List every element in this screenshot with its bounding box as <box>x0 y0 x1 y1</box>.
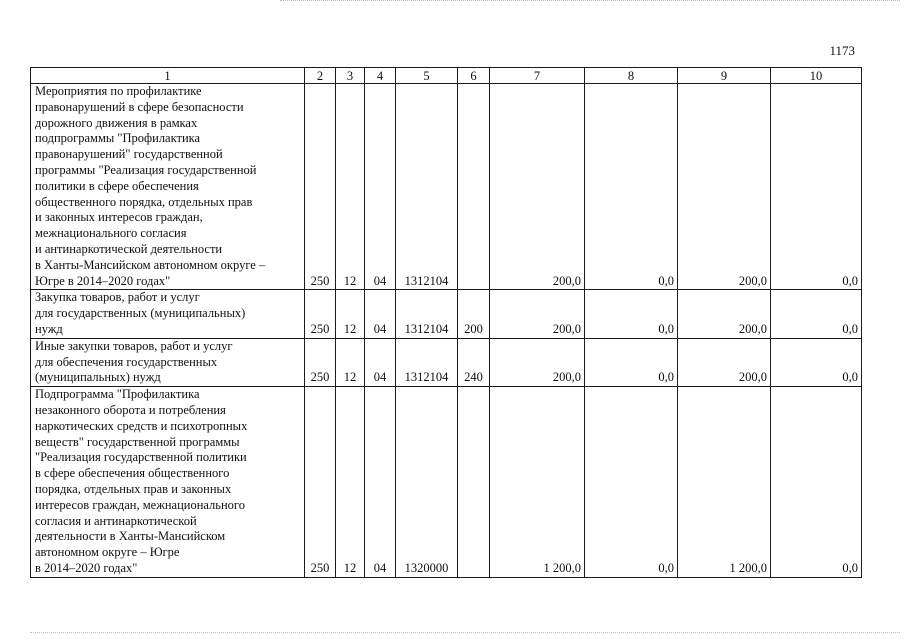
name-line: нужд <box>35 321 63 336</box>
col-header-2: 2 <box>305 68 336 84</box>
amount-cell: 0,0 <box>771 290 862 338</box>
target-article-cell: 1320000 <box>396 387 458 578</box>
row-name-cell <box>31 290 305 338</box>
name-line: правонарушений в сфере безопасности <box>35 99 244 114</box>
amount-cell: 0,0 <box>771 84 862 290</box>
name-line: автономном округе – Югре <box>35 545 180 560</box>
row-name-cell <box>31 338 305 386</box>
code-cell: 250 <box>305 84 336 290</box>
amount-cell: 0,0 <box>585 338 678 386</box>
page-number: 1173 <box>829 43 855 58</box>
name-line: межнационального согласия <box>35 226 187 241</box>
name-line: правонарушений" государственной <box>35 147 223 162</box>
name-line: для обеспечения государственных <box>35 354 218 369</box>
subsection-cell: 04 <box>365 84 396 290</box>
code-cell: 250 <box>305 387 336 578</box>
name-line: интересов граждан, межнационального <box>35 497 245 512</box>
col-header-4: 4 <box>365 68 396 84</box>
name-line: для государственных (муниципальных) <box>35 306 246 321</box>
name-line: (муниципальных) нужд <box>35 370 161 385</box>
name-line: Подпрограмма "Профилактика <box>35 387 200 402</box>
table-row <box>31 84 862 290</box>
amount-cell: 0,0 <box>771 338 862 386</box>
subsection-cell: 04 <box>365 338 396 386</box>
amount-cell: 200,0 <box>678 338 771 386</box>
name-line: подпрограммы "Профилактика <box>35 131 201 146</box>
col-header-9: 9 <box>678 68 771 84</box>
name-line: в сфере обеспечения общественного <box>35 466 230 481</box>
name-line: Иные закупки товаров, работ и услуг <box>35 338 233 353</box>
row-name-cell <box>31 84 305 290</box>
name-line: Закупка товаров, работ и услуг <box>35 290 200 305</box>
expense-type-cell <box>458 387 490 578</box>
target-article-cell: 1312104 <box>396 338 458 386</box>
expense-type-cell <box>458 84 490 290</box>
section-cell: 12 <box>336 338 365 386</box>
header-row <box>31 68 862 84</box>
amount-cell: 0,0 <box>771 387 862 578</box>
section-cell: 12 <box>336 387 365 578</box>
target-article-cell: 1312104 <box>396 290 458 338</box>
name-line: наркотических средств и психотропных <box>35 418 248 433</box>
amount-cell: 0,0 <box>585 387 678 578</box>
amount-cell: 200,0 <box>678 84 771 290</box>
col-header-10: 10 <box>771 68 862 84</box>
section-cell: 12 <box>336 290 365 338</box>
col-header-8: 8 <box>585 68 678 84</box>
scan-artifact-top <box>280 0 900 4</box>
section-cell: 12 <box>336 84 365 290</box>
name-line: незаконного оборота и потребления <box>35 402 226 417</box>
code-cell: 250 <box>305 338 336 386</box>
amount-cell: 200,0 <box>490 84 585 290</box>
scan-artifact-bottom <box>30 632 900 636</box>
amount-cell: 0,0 <box>585 84 678 290</box>
amount-cell: 200,0 <box>678 290 771 338</box>
amount-cell: 1 200,0 <box>490 387 585 578</box>
col-header-5: 5 <box>396 68 458 84</box>
name-line: и антинаркотической деятельности <box>35 241 223 256</box>
name-line: порядка, отдельных прав и законных <box>35 481 232 496</box>
name-line: программы "Реализация государственной <box>35 162 257 177</box>
expense-type-cell: 200 <box>458 290 490 338</box>
table-row <box>31 290 862 338</box>
subsection-cell: 04 <box>365 387 396 578</box>
name-line: дорожного движения в рамках <box>35 115 198 130</box>
col-header-3: 3 <box>336 68 365 84</box>
table-row <box>31 338 862 386</box>
expense-type-cell: 240 <box>458 338 490 386</box>
code-cell: 250 <box>305 290 336 338</box>
name-line: общественного порядка, отдельных прав <box>35 194 253 209</box>
amount-cell: 200,0 <box>490 290 585 338</box>
name-line: Югре в 2014–2020 годах" <box>35 273 171 288</box>
budget-table <box>30 67 862 578</box>
subsection-cell: 04 <box>365 290 396 338</box>
row-name-cell <box>31 387 305 578</box>
amount-cell: 1 200,0 <box>678 387 771 578</box>
name-line: "Реализация государственной политики <box>35 450 247 465</box>
name-line: веществ" государственной программы <box>35 434 240 449</box>
name-line: согласия и антинаркотической <box>35 513 197 528</box>
name-line: деятельности в Ханты-Мансийском <box>35 529 226 544</box>
amount-cell: 200,0 <box>490 338 585 386</box>
name-line: политики в сфере обеспечения <box>35 178 199 193</box>
col-header-6: 6 <box>458 68 490 84</box>
name-line: в 2014–2020 годах" <box>35 560 138 575</box>
name-line: и законных интересов граждан, <box>35 210 203 225</box>
col-header-1: 1 <box>31 68 305 84</box>
name-line: Мероприятия по профилактике <box>35 84 202 98</box>
name-line: в Ханты-Мансийском автономном округе – <box>35 257 266 272</box>
amount-cell: 0,0 <box>585 290 678 338</box>
col-header-7: 7 <box>490 68 585 84</box>
table-row <box>31 387 862 578</box>
target-article-cell: 1312104 <box>396 84 458 290</box>
